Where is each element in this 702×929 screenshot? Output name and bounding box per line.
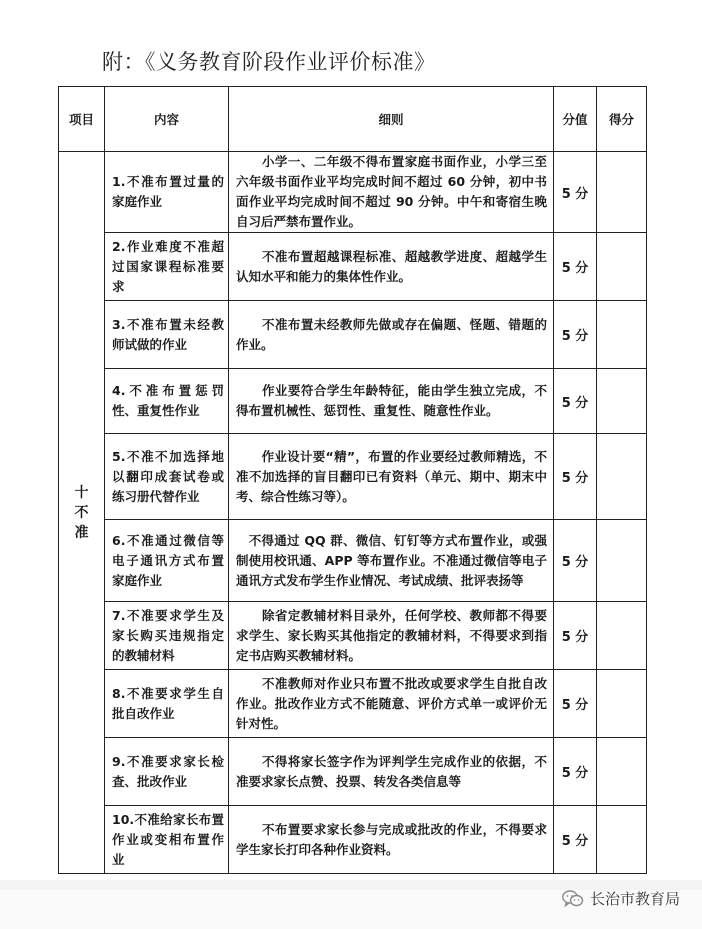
detail-cell: 不布置要求家长参与完成或批改的作业，不得要求学生家长打印各种作业资料。 xyxy=(229,806,554,874)
score-cell: 5 分 xyxy=(554,602,597,670)
header-row xyxy=(59,87,647,152)
got-cell xyxy=(597,152,647,233)
got-cell xyxy=(597,520,647,602)
header-got: 得分 xyxy=(597,87,647,152)
content-cell: 9.不准要求家长检查、批改作业 xyxy=(105,738,229,806)
table-row xyxy=(59,738,647,806)
got-cell xyxy=(597,434,647,520)
score-cell: 5 分 xyxy=(554,233,597,301)
content-cell: 10.不准给家长布置作业或变相布置作业 xyxy=(105,806,229,874)
content-cell: 1.不准布置过量的家庭作业 xyxy=(105,152,229,233)
table-row xyxy=(59,434,647,520)
table-row xyxy=(59,670,647,738)
content-cell: 6.不准通过微信等电子通讯方式布置家庭作业 xyxy=(105,520,229,602)
content-cell: 2.作业难度不准超过国家课程标准要求 xyxy=(105,233,229,301)
detail-cell: 不得通过 QQ 群、微信、钉钉等方式布置作业，或强制使用校讯通、APP 等布置作业。不准通过微信等电子通讯方式发布学生作业情况、考试成绩、批评表扬等 xyxy=(229,520,554,602)
content-cell: 8.不准要求学生自批自改作业 xyxy=(105,670,229,738)
table-row xyxy=(59,602,647,670)
detail-cell: 除省定教辅材料目录外，任何学校、教师都不得要求学生、家长购买其他指定的教辅材料，不得要求到指定书店购买教辅材料。 xyxy=(229,602,554,670)
score-cell: 5 分 xyxy=(554,520,597,602)
score-cell: 5 分 xyxy=(554,369,597,434)
header-content: 内容 xyxy=(105,87,229,152)
table-row xyxy=(59,152,647,233)
detail-cell: 不准布置超越课程标准、超越教学进度、超越学生认知水平和能力的集体性作业。 xyxy=(229,233,554,301)
detail-cell: 小学一、二年级不得布置家庭书面作业，小学三至六年级书面作业平均完成时间不超过 60 分钟，初中书面作业平均完成时间不超过 90 分钟。中午和寄宿生晚自习后严禁布置作业。 xyxy=(229,152,554,233)
score-cell: 5 分 xyxy=(554,152,597,233)
table-row xyxy=(59,233,647,301)
evaluation-table xyxy=(58,86,647,874)
got-cell xyxy=(597,369,647,434)
header-detail: 细则 xyxy=(229,87,554,152)
got-cell xyxy=(597,738,647,806)
page-title: 附：《义务教育阶段作业评价标准》 xyxy=(102,50,436,74)
got-cell xyxy=(597,670,647,738)
watermark-text: 长治市教育局 xyxy=(589,890,680,908)
category-label: 十 不 准 xyxy=(74,484,89,541)
header-score: 分值 xyxy=(554,87,597,152)
detail-cell: 不准教师对作业只布置不批改或要求学生自批自改作业。批改作业方式不能随意、评价方式单一或评价无针对性。 xyxy=(229,670,554,738)
got-cell xyxy=(597,602,647,670)
content-cell: 4.不准布置惩罚性、重复性作业 xyxy=(105,369,229,434)
content-cell: 7.不准要求学生及家长购买违规指定的教辅材料 xyxy=(105,602,229,670)
detail-cell: 作业要符合学生年龄特征，能由学生独立完成，不得布置机械性、惩罚性、重复性、随意性作业。 xyxy=(229,369,554,434)
table-row xyxy=(59,369,647,434)
got-cell xyxy=(597,301,647,369)
score-cell: 5 分 xyxy=(554,670,597,738)
detail-cell: 不得将家长签字作为评判学生完成作业的依据，不准要求家长点赞、投票、转发各类信息等 xyxy=(229,738,554,806)
wechat-icon xyxy=(562,890,584,908)
score-cell: 5 分 xyxy=(554,301,597,369)
table-row xyxy=(59,806,647,874)
detail-cell: 不准布置未经教师先做或存在偏题、怪题、错题的作业。 xyxy=(229,301,554,369)
table-row xyxy=(59,301,647,369)
got-cell xyxy=(597,233,647,301)
score-cell: 5 分 xyxy=(554,806,597,874)
score-cell: 5 分 xyxy=(554,738,597,806)
score-cell: 5 分 xyxy=(554,434,597,520)
header-item: 项目 xyxy=(59,87,105,152)
got-cell xyxy=(597,806,647,874)
content-cell: 5.不准不加选择地以翻印成套试卷或练习册代替作业 xyxy=(105,434,229,520)
detail-cell: 作业设计要“精”，布置的作业要经过教师精选，不准不加选择的盲目翻印已有资料（单元、期中、期末中考、综合性练习等）。 xyxy=(229,434,554,520)
table-row xyxy=(59,520,647,602)
watermark xyxy=(562,888,680,909)
content-cell: 3.不准布置未经教师试做的作业 xyxy=(105,301,229,369)
category-cell xyxy=(59,152,105,874)
